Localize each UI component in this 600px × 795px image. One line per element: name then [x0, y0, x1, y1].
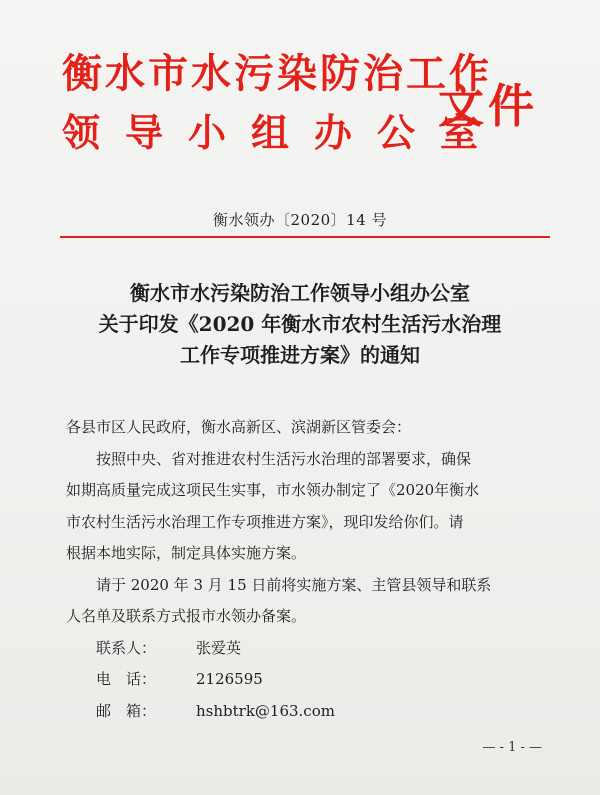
contact-phone-row	[66, 664, 560, 696]
paragraph-1-line-2: 如期高质量完成这项民生实事，市水领办制定了《2020年衡水	[66, 481, 480, 499]
red-divider	[60, 236, 550, 238]
title-line-2: 关于印发《2020 年衡水市农村生活污水治理	[98, 312, 502, 336]
document-type-label: 文件	[438, 79, 538, 133]
paragraph-1-line-3: 市农村生活污水治理工作专项推进方案》，现印发给你们。请	[66, 512, 464, 531]
paragraph-1-line-1: 按照中央、省对推进农村生活污水治理的部署要求，确保	[96, 449, 472, 468]
contact-person-value: 张爱英	[196, 638, 242, 657]
paragraph-2-line-1: 请于 2020 年 3 月 15 日前将实施方案、主管县领导和联系	[96, 575, 492, 594]
contact-phone-value: 2126595	[196, 670, 263, 688]
contact-phone-label: 电 话：	[96, 670, 157, 688]
page-number: — - 1 - —	[482, 740, 542, 755]
paragraph-1-line-4: 根据本地实际，制定具体实施方案。	[66, 544, 307, 562]
title-line-3: 工作专项推进方案》的通知	[180, 343, 420, 367]
salutation: 各县市区人民政府，衡水高新区、滨湖新区管委会：	[66, 418, 412, 436]
contact-person-row	[66, 633, 560, 665]
contact-email-row	[66, 696, 560, 728]
paragraph-2-line-2: 人名单及联系方式报市水领办备案。	[66, 607, 307, 625]
title-line-1: 衡水市水污染防治工作领导小组办公室	[130, 281, 470, 305]
document-number: 衡水领办〔2020〕14 号	[212, 211, 388, 229]
contact-person-label: 联系人：	[96, 638, 157, 657]
contact-email-value: hshbtrk@163.com	[196, 701, 335, 720]
document-body	[66, 412, 560, 727]
issuer-header-line2: 领导小组办公室	[62, 110, 504, 155]
issuer-header-line1: 衡水市水污染防治工作	[62, 50, 492, 97]
document-title	[0, 278, 600, 371]
contact-email-label: 邮 箱：	[96, 701, 157, 720]
